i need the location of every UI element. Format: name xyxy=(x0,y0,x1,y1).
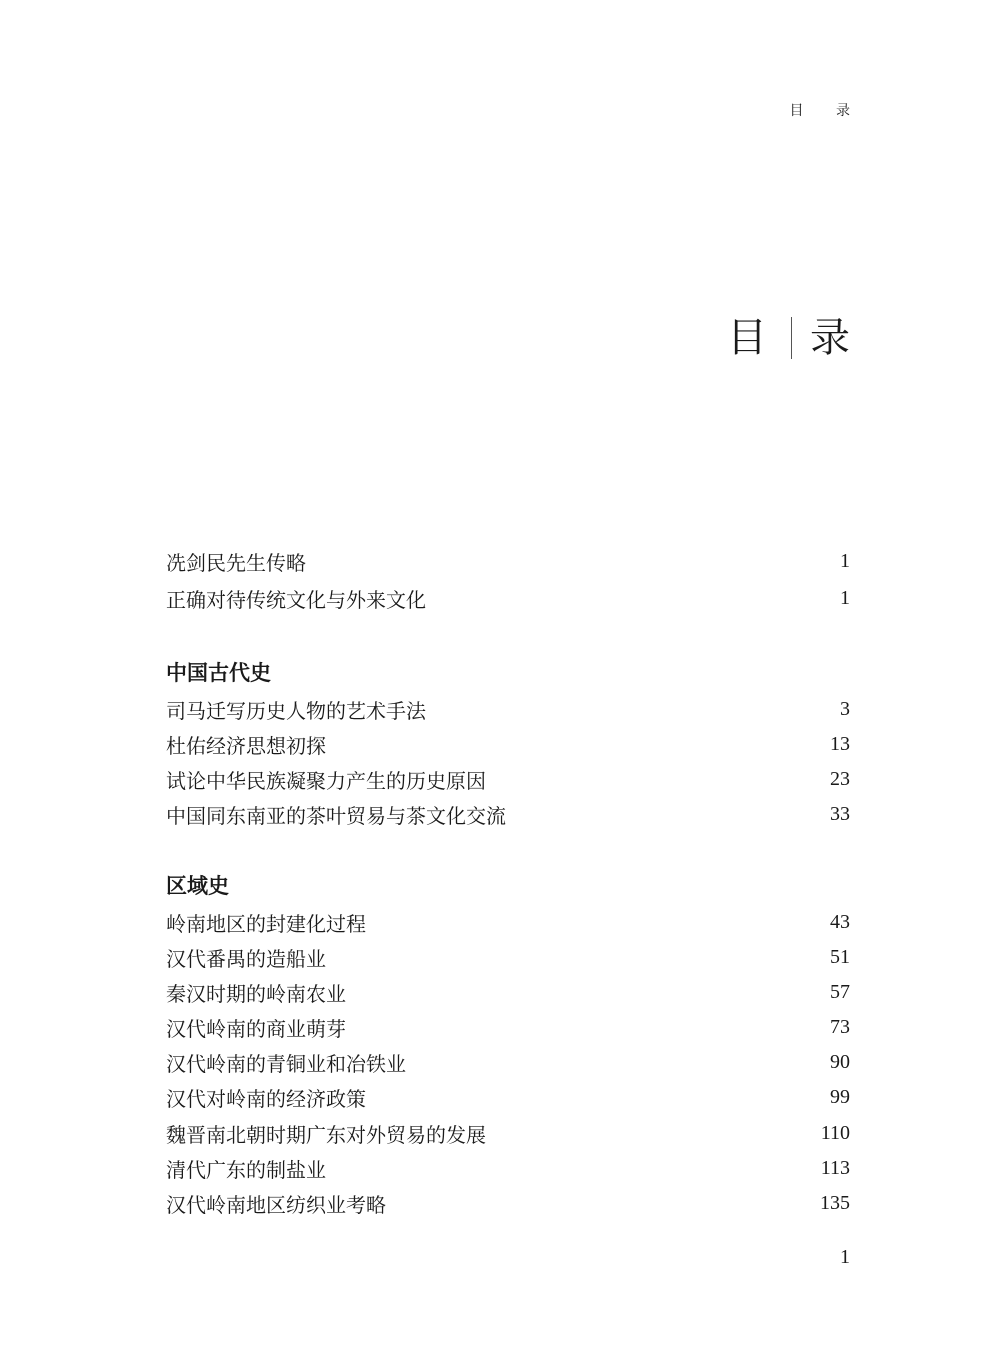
toc-entry-page: 51 xyxy=(830,945,850,968)
toc-entry[interactable] xyxy=(166,1012,850,1042)
toc-entry-page: 135 xyxy=(820,1191,850,1214)
toc-entry-page: 1 xyxy=(840,586,850,609)
toc-entry-title: 冼剑民先生传略 xyxy=(166,550,306,575)
page-number: 1 xyxy=(840,1246,850,1268)
toc-entry[interactable] xyxy=(166,1188,850,1218)
toc-entry-title: 汉代岭南地区纺织业考略 xyxy=(166,1192,386,1217)
toc-entry[interactable] xyxy=(166,977,850,1007)
toc-entry-title: 秦汉时期的岭南农业 xyxy=(166,981,346,1006)
toc-entry[interactable] xyxy=(166,942,850,972)
toc-entry[interactable] xyxy=(166,1153,850,1183)
toc-entry-title: 魏晋南北朝时期广东对外贸易的发展 xyxy=(166,1122,486,1147)
toc-entry-title: 汉代岭南的商业萌芽 xyxy=(166,1016,346,1041)
toc-entry-title: 汉代岭南的青铜业和冶铁业 xyxy=(166,1051,406,1076)
title-divider xyxy=(791,317,792,359)
toc-entry-page: 33 xyxy=(830,802,850,825)
toc-entry-page: 3 xyxy=(840,697,850,720)
toc-entry[interactable] xyxy=(166,1047,850,1077)
toc-entry-title: 正确对待传统文化与外来文化 xyxy=(166,587,426,612)
toc-entry-page: 43 xyxy=(830,910,850,933)
toc-entry-page: 113 xyxy=(820,1156,850,1179)
title-char-right: 录 xyxy=(810,315,850,361)
toc-entry[interactable] xyxy=(166,1118,850,1148)
section-heading: 中国古代史 xyxy=(166,660,271,685)
toc-entry-title: 汉代番禺的造船业 xyxy=(166,946,326,971)
toc-entry-page: 23 xyxy=(830,767,850,790)
title-char-left: 目 xyxy=(727,315,767,361)
toc-entry[interactable] xyxy=(166,583,850,613)
toc-entry[interactable] xyxy=(166,694,850,724)
toc-entry-title: 司马迁写历史人物的艺术手法 xyxy=(166,698,426,723)
toc-entry-title: 中国同东南亚的茶叶贸易与茶文化交流 xyxy=(166,803,506,828)
page-title xyxy=(727,310,850,366)
toc-entry[interactable] xyxy=(166,546,850,576)
toc-entry-page: 110 xyxy=(820,1121,850,1144)
section-heading: 区域史 xyxy=(166,873,229,898)
toc-entry[interactable] xyxy=(166,1082,850,1112)
running-header: 目 录 xyxy=(789,103,864,119)
toc-entry[interactable] xyxy=(166,729,850,759)
toc-entry[interactable] xyxy=(166,799,850,829)
toc-entry-page: 1 xyxy=(840,549,850,572)
toc-entry-page: 90 xyxy=(830,1050,850,1073)
toc-entry-title: 清代广东的制盐业 xyxy=(166,1157,326,1182)
toc-entry-title: 杜佑经济思想初探 xyxy=(166,733,326,758)
toc-entry[interactable] xyxy=(166,764,850,794)
toc-entry[interactable] xyxy=(166,907,850,937)
toc-entry-title: 岭南地区的封建化过程 xyxy=(166,911,366,936)
toc-entry-title: 试论中华民族凝聚力产生的历史原因 xyxy=(166,768,486,793)
toc-entry-page: 13 xyxy=(830,732,850,755)
toc-entry-title: 汉代对岭南的经济政策 xyxy=(166,1086,366,1111)
toc-entry-page: 73 xyxy=(830,1015,850,1038)
toc-entry-page: 57 xyxy=(830,980,850,1003)
toc-entry-page: 99 xyxy=(830,1085,850,1108)
